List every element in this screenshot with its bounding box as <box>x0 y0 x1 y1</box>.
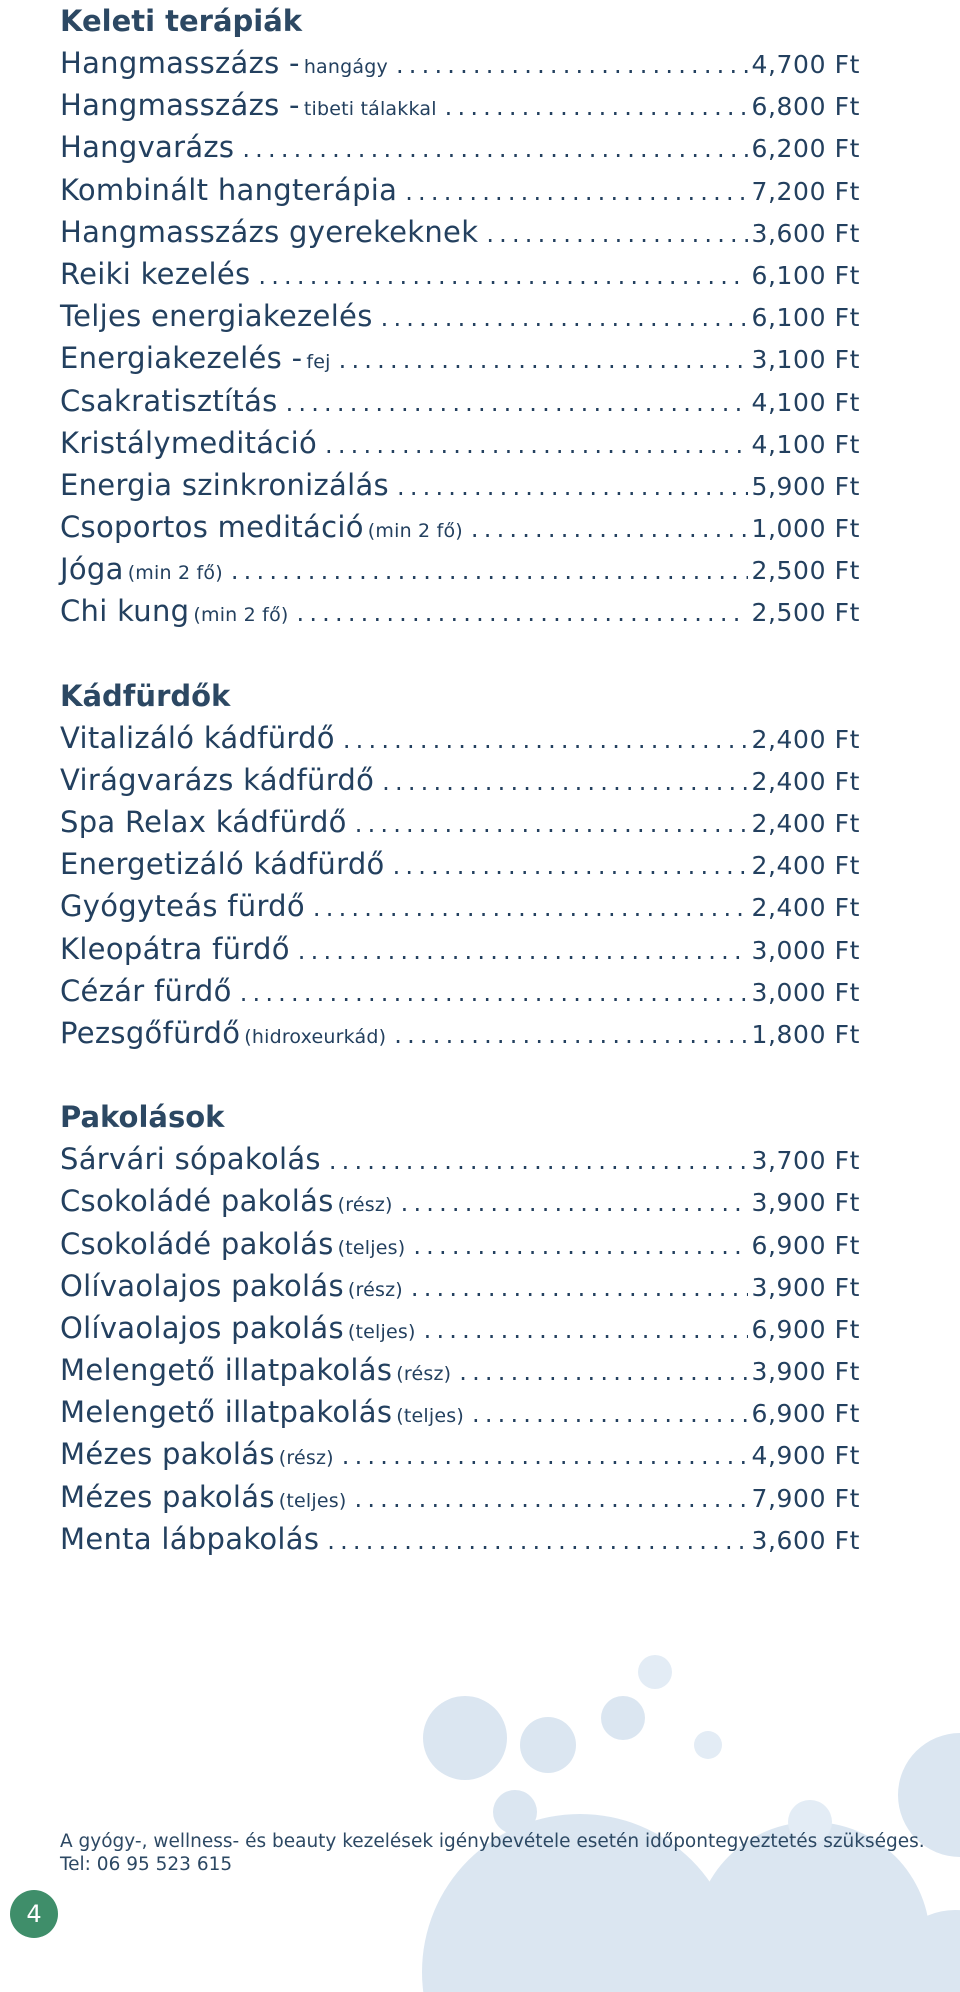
price-row <box>60 759 860 801</box>
treatment-name: Mézes pakolás <box>60 1479 275 1514</box>
treatment-name: Mézes pakolás <box>60 1437 275 1472</box>
dot-leader <box>471 508 748 550</box>
treatment-price: 6,100 Ft <box>751 260 860 290</box>
price-row <box>60 1391 860 1433</box>
treatment-name: Csokoládé pakolás <box>60 1184 334 1219</box>
price-row <box>60 1518 860 1560</box>
treatment-name: Vitalizáló kádfürdő <box>60 720 335 755</box>
price-row <box>60 295 860 337</box>
price-row <box>60 1433 860 1475</box>
treatment-price: 3,900 Ft <box>751 1357 860 1387</box>
treatment-price: 4,700 Ft <box>751 50 860 79</box>
price-row <box>60 253 860 295</box>
treatment-price: 6,800 Ft <box>751 92 860 122</box>
treatment-name: Cézár fürdő <box>60 973 232 1008</box>
price-list <box>60 0 860 1560</box>
treatment-name: Kristálymeditáció <box>60 425 318 460</box>
dot-leader <box>382 761 747 803</box>
treatment-price: 3,100 Ft <box>751 345 860 375</box>
treatment-note: (teljes) <box>278 1489 347 1512</box>
treatment-name: Sárvári sópakolás <box>60 1142 321 1177</box>
treatment-price: 5,900 Ft <box>751 471 860 501</box>
treatment-price: 3,700 Ft <box>751 1146 860 1176</box>
dot-leader <box>325 424 747 466</box>
treatment-name: Hangmasszázs - <box>60 46 300 80</box>
treatment-name: Pezsgőfürdő <box>60 1015 241 1050</box>
treatment-name: Kleopátra fürdő <box>60 931 290 966</box>
price-row <box>60 1349 860 1391</box>
treatment-name: Csokoládé pakolás <box>60 1226 334 1261</box>
treatment-name: Melengető illatpakolás <box>60 1395 393 1430</box>
treatment-name: Hangvarázs <box>60 130 235 165</box>
dot-leader <box>339 339 748 381</box>
treatment-price: 2,400 Ft <box>751 724 860 754</box>
price-row <box>60 422 860 464</box>
treatment-name: Olívaolajos pakolás <box>60 1310 344 1345</box>
dot-leader <box>411 1267 748 1309</box>
treatment-note: (min 2 fő) <box>193 604 289 627</box>
dot-leader <box>424 1309 748 1351</box>
dot-leader <box>394 1014 747 1056</box>
dot-leader <box>242 128 747 170</box>
treatment-name: Hangmasszázs - <box>60 88 300 123</box>
dot-leader <box>486 213 747 255</box>
treatment-price: 3,600 Ft <box>751 218 860 248</box>
treatment-price: 2,500 Ft <box>751 598 860 628</box>
section-title: Keleti terápiák <box>60 4 303 38</box>
treatment-price: 4,100 Ft <box>751 429 860 459</box>
treatment-price: 6,900 Ft <box>751 1230 860 1260</box>
price-row <box>60 506 860 548</box>
price-row <box>60 885 860 927</box>
treatment-note: tibeti tálakkal <box>303 98 437 121</box>
dot-leader <box>381 297 748 339</box>
treatment-name: Hangmasszázs gyerekeknek <box>60 214 479 249</box>
dot-leader <box>329 1140 748 1182</box>
price-row <box>60 843 860 885</box>
dot-leader <box>393 845 748 887</box>
treatment-price: 1,800 Ft <box>751 1019 860 1049</box>
treatment-name: Kombinált hangterápia <box>60 172 398 207</box>
treatment-price: 3,000 Ft <box>751 977 860 1007</box>
treatment-name: Gyógyteás fürdő <box>60 889 305 924</box>
treatment-price: 2,400 Ft <box>751 809 860 838</box>
treatment-note: (min 2 fő) <box>127 562 223 585</box>
treatment-name: Csoportos meditáció <box>60 510 364 545</box>
booking-note: A gyógy-, wellness- és beauty kezelések igénybevétele esetén időpontegyeztetés szükséges. <box>60 1831 925 1852</box>
treatment-name: Energetizáló kádfürdő <box>60 847 385 882</box>
treatment-price: 4,900 Ft <box>751 1441 860 1471</box>
price-row <box>60 590 860 632</box>
treatment-note: (min 2 fő) <box>367 520 463 543</box>
dot-leader <box>258 255 747 297</box>
treatment-price: 2,500 Ft <box>751 556 860 586</box>
dot-leader <box>355 803 748 845</box>
treatment-price: 6,100 Ft <box>751 303 860 333</box>
treatment-note: (rész) <box>337 1194 393 1217</box>
price-row <box>60 169 860 211</box>
treatment-price: 3,600 Ft <box>751 1525 860 1555</box>
dot-leader <box>396 44 748 86</box>
treatment-note: (rész) <box>278 1447 334 1470</box>
menu-section <box>60 1096 860 1560</box>
price-row <box>60 84 860 126</box>
price-row <box>60 970 860 1012</box>
dot-leader <box>343 719 748 761</box>
price-row <box>60 1138 860 1180</box>
price-row <box>60 1307 860 1349</box>
dot-leader <box>286 382 748 424</box>
treatment-note: (teljes) <box>337 1236 406 1259</box>
treatment-note: (teljes) <box>347 1320 416 1343</box>
treatment-price: 4,100 Ft <box>751 387 860 417</box>
treatment-price: 2,400 Ft <box>751 851 860 881</box>
treatment-name: Olívaolajos pakolás <box>60 1268 344 1303</box>
dot-leader <box>355 1478 748 1520</box>
price-row <box>60 337 860 379</box>
footer-note <box>60 1830 925 1876</box>
dot-leader <box>342 1435 748 1477</box>
price-row <box>60 380 860 422</box>
price-row <box>60 1265 860 1307</box>
treatment-name: Menta lábpakolás <box>60 1521 320 1556</box>
treatment-price: 3,000 Ft <box>751 935 860 965</box>
treatment-name: Reiki kezelés <box>60 256 251 291</box>
price-row <box>60 801 860 843</box>
treatment-note: hangágy <box>303 56 388 78</box>
treatment-name: Spa Relax kádfürdő <box>60 805 347 839</box>
price-row <box>60 211 860 253</box>
dot-leader <box>297 592 748 634</box>
treatment-name: Chi kung <box>60 594 190 629</box>
treatment-name: Teljes energiakezelés <box>60 299 373 334</box>
price-row <box>60 42 860 84</box>
dot-leader <box>472 1393 748 1435</box>
treatment-price: 7,200 Ft <box>751 176 860 206</box>
price-row <box>60 928 860 970</box>
dot-leader <box>445 86 748 128</box>
treatment-price: 7,900 Ft <box>751 1483 860 1513</box>
phone-number: Tel: 06 95 523 615 <box>60 1854 233 1875</box>
treatment-note: (hidroxeurkád) <box>244 1025 387 1048</box>
price-row <box>60 1476 860 1518</box>
treatment-price: 6,200 Ft <box>751 134 860 164</box>
treatment-note: (rész) <box>396 1363 452 1386</box>
treatment-name: Jóga <box>60 552 124 587</box>
treatment-price: 3,900 Ft <box>751 1188 860 1218</box>
price-row <box>60 1180 860 1222</box>
treatment-name: Virágvarázs kádfürdő <box>60 762 375 797</box>
page-number-badge: 4 <box>10 1890 58 1938</box>
price-row <box>60 1223 860 1265</box>
price-row <box>60 717 860 759</box>
treatment-name: Energiakezelés - <box>60 341 303 376</box>
dot-leader <box>240 972 748 1014</box>
price-row <box>60 1012 860 1054</box>
treatment-price: 1,000 Ft <box>751 514 860 544</box>
dot-leader <box>397 466 748 508</box>
dot-leader <box>459 1351 747 1393</box>
price-row <box>60 126 860 168</box>
treatment-price: 2,400 Ft <box>751 893 860 923</box>
dot-leader <box>313 887 748 929</box>
treatment-price: 2,400 Ft <box>751 766 860 796</box>
treatment-name: Csakratisztítás <box>60 383 278 418</box>
treatment-name: Energia szinkronizálás <box>60 467 389 502</box>
dot-leader <box>405 171 747 213</box>
treatment-name: Melengető illatpakolás <box>60 1353 393 1388</box>
treatment-note: (teljes) <box>396 1405 464 1428</box>
dot-leader <box>231 550 748 592</box>
treatment-price: 6,900 Ft <box>751 1314 860 1344</box>
dot-leader <box>401 1182 748 1224</box>
dot-leader <box>298 930 748 972</box>
treatment-note: (rész) <box>347 1278 403 1301</box>
treatment-note: fej <box>306 351 331 374</box>
section-title: Kádfürdők <box>60 678 231 713</box>
menu-section <box>60 0 860 633</box>
dot-leader <box>413 1225 747 1267</box>
price-row <box>60 548 860 590</box>
treatment-price: 6,900 Ft <box>751 1399 860 1429</box>
menu-section <box>60 675 860 1055</box>
section-title: Pakolások <box>60 1100 225 1135</box>
treatment-price: 3,900 Ft <box>751 1272 860 1302</box>
dot-leader <box>327 1520 747 1562</box>
price-row <box>60 464 860 506</box>
